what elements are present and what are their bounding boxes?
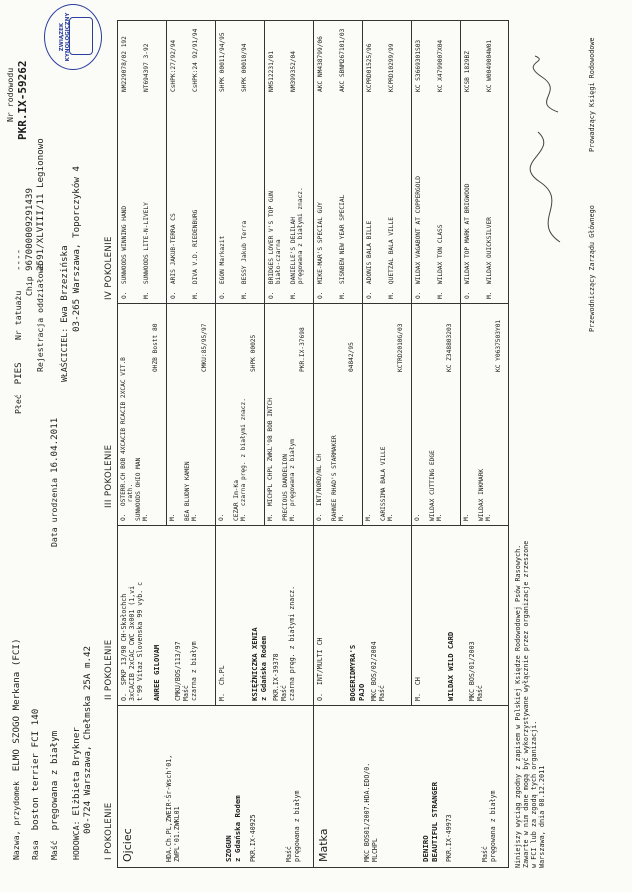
sex-label: Płeć: [13, 394, 23, 414]
gen4-cell-3-sire: O. BRIDGES LOVER V'S TOP GUN biało-czarna: [268, 190, 283, 299]
gen2-cell-1-name: KSIĘŻNICZKA XENIA z Gdańska Rodem: [250, 627, 268, 701]
owner-label: WŁAŚCICIEL:: [59, 327, 69, 382]
dam-reg-number: PKR.IX-49973: [445, 814, 453, 862]
gen4-cell-2-dam: M. BESSY Jakub Terra: [241, 220, 248, 299]
signature-2: [533, 56, 558, 112]
gen2-cell-0-titles: O. SPKP 13/98 CH-Skałochch 3xCACIB 2xCAC CWC 3x001 (1,vi t'99 Vitaz Slovenska 99 vyb. c: [120, 581, 144, 701]
gen2-cell-2-name: BOGERIDMYRA'S PAJO: [348, 644, 366, 701]
gen3-cell-2-text: O. CEZAR Im-Ka M. czarna pręg. z białymi znacz.: [218, 398, 248, 521]
dog-name: ELMO SZOGO Merkana (FCI): [11, 638, 22, 772]
gen3-cell-1-text: M. BEA BLUDNY KAMEN M.: [169, 461, 199, 521]
breeder-address: 00-724 Warszawa, Chełmska 25A m.42: [82, 645, 93, 834]
gen4-cell-4-dam-reg: AKC SBNM267101/03: [339, 28, 346, 92]
gen2-cell-1-reg: PKR.IX-39378 Maść czarna pręg. z białymi znacz.: [272, 585, 296, 701]
gen3-cell-0-text: O. OSTERR.CH BOB 4XCACIB RCACIB 2XCAC VIT.B rath. SUNWOODS OHIO MAN M.: [120, 357, 150, 521]
gen4-cell-6-dam: M. WILDAX TON CLASS: [437, 224, 444, 299]
birth-date: 16.04.2011: [49, 417, 60, 474]
dam-label: Matka: [317, 828, 330, 862]
signature-label-chairman: Przewodniczący Zarządu Głównego: [588, 205, 596, 332]
breeder-name: Elżbieta Brykner: [71, 727, 82, 816]
gen1-header: I POKOLENIE: [104, 802, 114, 860]
dam-color: Maść pręgowana z białym: [481, 790, 497, 862]
gen3-cell-6-reg: KC Z348803203: [446, 323, 453, 372]
sire-label: Ojciec: [121, 828, 134, 862]
gen3-cell-4-reg: 04842/95: [348, 342, 355, 372]
row-sep-e7: [460, 20, 461, 526]
gen4-cell-4-sire: O. MIKE-MAR'S SPECIAL GUY: [317, 202, 324, 299]
gen4-cell-0-dam: M. SUNWOODS LITE-N-LIVELY: [143, 202, 150, 299]
owner-name: Ewa Brzezińska: [59, 245, 70, 323]
gen4-cell-7-dam: M. WILDAX OUICKSILVER: [486, 217, 493, 299]
gen4-cell-5-sire: O. ADONIS BALA BILLE: [366, 220, 373, 299]
stamp-text: ZWIĄZEK KYNOLOGICZNY: [59, 12, 72, 62]
table-top-border: [117, 20, 118, 868]
gen4-cell-1-sire-reg: CsHPK:27/92/94: [170, 39, 177, 92]
chip-value: 967000009291439: [24, 188, 35, 271]
gen3-cell-1-reg: CMKU:85/95/97: [201, 323, 208, 372]
sire-color: Maść pręgowana z białym: [285, 790, 301, 862]
breed-label: Rasa: [30, 840, 40, 860]
pedigree-number: PKR.IX-59262: [16, 60, 29, 140]
gen2-cell-0-reg: CMKU/BOS/113/97 Maść czarna z białym: [174, 641, 198, 701]
gen2-cell-2-reg: MKC BOS/02/2004 Maść: [370, 641, 386, 701]
gen3-header: III POKOLENIE: [104, 444, 114, 508]
gen2-cell-0-name: ANREE GILOVAM: [152, 644, 161, 701]
gen4-cell-4-dam: M. SISNBEN NEW YEAR SPECIAL: [339, 194, 346, 299]
sire-titles: HDA.Ch.PL,ZWEIR-Śr-Wsch'01, ZWPL'01.ZWKL01: [165, 754, 181, 862]
breeder-label: HODOWCA:: [71, 820, 81, 860]
footer-note: Niniejszy wyciąg zgodny z zapisem w Polskiej Księdze Rodowodowej Psów Rasowych. Zawarte w nim dane mogą być wykorzystywane wyłącznie przez organizacje zrzeszone w FCI lub za zgodą tych organizacji. Warszawa, dnia 08.12.2011: [514, 540, 547, 868]
row-sep-e1: [166, 20, 167, 526]
gen4-cell-3-dam: M. DANIELLE'S DELILAH pręgowana z białymi znacz.: [290, 187, 305, 299]
gen4-cell-5-sire-reg: KCPRD01525/96: [366, 43, 373, 92]
row-sep-q1: [215, 20, 216, 706]
sire-reg-number: PKR.IX-40925: [249, 814, 257, 862]
birth-label: Data urodzenia: [49, 477, 59, 547]
gen4-cell-5-dam: M. QUETZAL BALA VILLE: [388, 217, 395, 299]
row-sep-q3: [411, 20, 412, 706]
gen4-cell-1-sire: O. ARIS JAKUB-TERRA CS: [170, 213, 177, 299]
sire-name: SZOGUN z Gdańska Rodem: [224, 795, 242, 862]
name-label: Nazwa, przydomek: [11, 781, 21, 860]
signature-label-registrar: Prowadzący Księgi Rodowodowe: [588, 37, 596, 152]
color-row: [50, 731, 61, 860]
gen4-cell-7-sire: O. WILDAX TOP MARK AT BRIGWOOD: [464, 183, 471, 299]
gen4-cell-0-sire: O. SUNWOODS WINNING HAND: [121, 205, 128, 299]
gen4-cell-1-dam-reg: CsHPK:24 92/91/94: [192, 28, 199, 92]
chip-label: Chip: [24, 276, 34, 296]
gen4-cell-6-sire-reg: KC S3669301S03: [415, 39, 422, 92]
breed-row: [31, 709, 42, 860]
sex-value: PIES: [13, 362, 24, 385]
gen3-cell-3-text: M. MICHPL CHPL ZWKL'98 BOB INTCH PRECIOUS DANDELION M. pręgowana z białym: [267, 398, 297, 521]
breed-value: boston terrier FCI 140: [30, 708, 41, 831]
gen4-cell-5-dam-reg: KCPRD10299/99: [388, 43, 395, 92]
owner-row: [60, 245, 71, 382]
signatures-graphic: [520, 52, 580, 252]
gen3-cell-2-reg: SHPK 00025: [250, 334, 257, 372]
gen4-header: IV POKOLENIE: [104, 236, 114, 300]
gen2-cell-3-reg: MKC BOS/01/2003 Maść: [468, 641, 484, 701]
gen4-cell-2-dam-reg: SHPK 00010/94: [241, 43, 248, 92]
gen4-cell-6-sire: O. WILDAX VAGABONT AT COPPERGOLD: [415, 176, 422, 299]
gen3-cell-7-reg: KC Y0637503Y01: [495, 319, 502, 372]
kennel-club-stamp: [44, 4, 102, 70]
tattoo-value: ----: [13, 248, 24, 271]
gen4-cell-0-sire-reg: NM229078/02 192: [121, 36, 128, 92]
color-value: pręgowana z białym: [49, 730, 60, 831]
gen3-cell-4-text: O. INT/NORD/NL CH RAHNEE RHAD'S STARMAKER M.: [316, 435, 346, 521]
reg-value: 2591/XLVIII/11 Legionowo: [35, 138, 46, 271]
gen4-cell-6-dam-reg: KC X4799007X04: [437, 39, 444, 92]
gen4-cell-4-sire-reg: AKC NM438799/06: [317, 36, 324, 92]
name-row: [12, 639, 23, 861]
tattoo-label: Nr tatuażu: [13, 290, 23, 340]
gen2-header: II POKOLENIE: [104, 639, 114, 700]
gen3-cell-6-text: O. WILDAX CUTTING EDGE M.: [414, 450, 444, 521]
gen2-cell-1-titles: M. Ch.PL: [218, 665, 226, 701]
gen3-cell-3-reg: PKR.IX-37698: [299, 327, 306, 372]
gen4-cell-1-dam: M. DIVA V.D. RIEDENBURG: [192, 209, 199, 299]
gen2-cell-3-titles: M. CH: [414, 677, 422, 701]
signature-1: [530, 132, 560, 242]
stamp-inner-box: [69, 17, 93, 55]
pedigree-no-label: Nr rodowodu: [5, 67, 15, 122]
row-sep-e5: [362, 20, 363, 526]
row-sep-e3: [264, 20, 265, 526]
gen3-cell-0-reg: OHZB Bostt 80: [152, 323, 159, 372]
gen2-cell-3-name: WILDAX WILD CARD: [446, 631, 455, 701]
gen4-cell-7-dam-reg: KC W0049004W01: [486, 39, 493, 92]
gen3-cell-5-text: M. CARISSIMA BALA VILLE M.: [365, 446, 395, 521]
gen3-cell-7-text: M. WILDAX INKMARK M.: [463, 468, 493, 521]
gen4-cell-0-dam-reg: NT694397 3-92: [143, 43, 150, 92]
gen4-cell-2-sire-reg: SHPK 00011/94/95: [219, 32, 226, 92]
owner-address: 03-265 Warszawa, Toporczyków 4: [71, 166, 82, 332]
gen4-cell-2-sire: O. EGON Markazit: [219, 235, 226, 299]
dam-name: DENIRO BEAUTIFUL STRANGER: [421, 781, 439, 862]
gen3-cell-5-reg: KCTRD2010G/03: [397, 323, 404, 372]
birth-row: [50, 418, 61, 547]
reg-label: Rejestracja oddziałowa: [35, 263, 45, 372]
row-sep-half: [313, 20, 314, 868]
color-label: Maść: [49, 840, 59, 860]
sex-row: [14, 362, 25, 414]
gen4-cell-7-sire-reg: KCSB 1829BZ: [464, 51, 471, 92]
gen4-cell-3-sire-reg: NM512231/01: [268, 51, 275, 92]
gen2-cell-2-titles: O. INT/MULTI CH: [316, 637, 324, 701]
table-bottom-border: [508, 20, 509, 868]
dam-titles: MKC BOS01/2007.HDA.EDO/0. MLCHPL: [363, 762, 379, 862]
gen4-cell-3-dam-reg: NM399352/04: [290, 51, 297, 92]
